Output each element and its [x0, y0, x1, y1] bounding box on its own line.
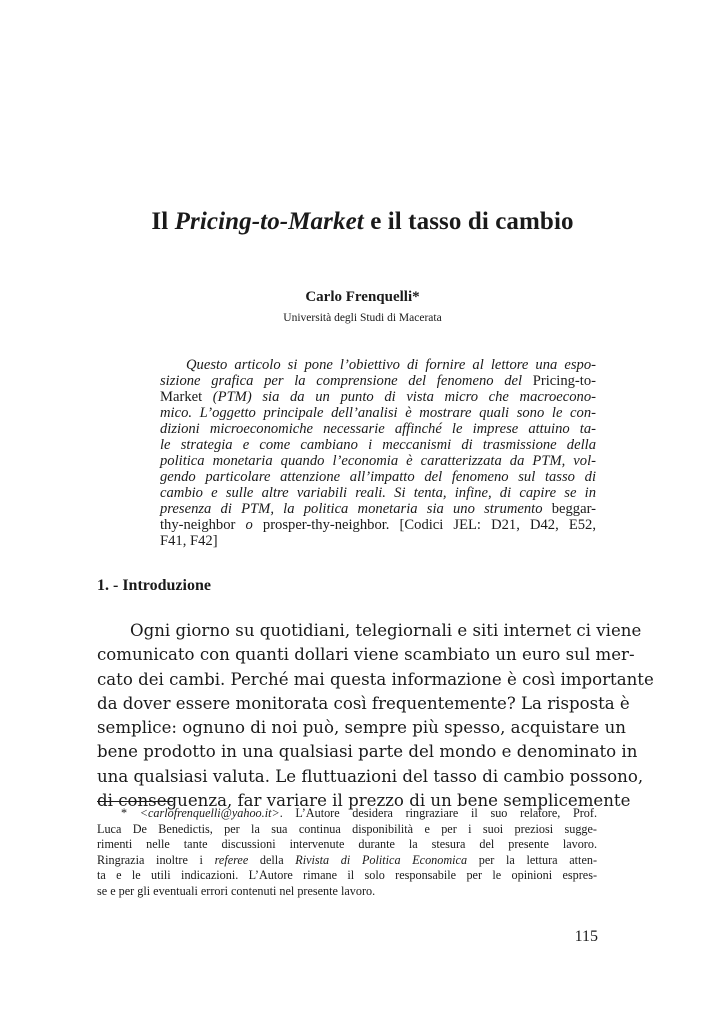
footnote-rule [97, 801, 173, 802]
abstract-text: prosper-thy-neighbor. [Codici JEL: D21, D42, E52, [262, 517, 596, 533]
abstract-line [160, 437, 596, 453]
abstract-text: thy-neighbor [160, 517, 236, 533]
abstract-line [160, 421, 596, 437]
footnote-line: Luca De Benedictis, per la sua continua disponibilità e per i suoi preziosi sugge- [97, 821, 597, 836]
abstract-text: Questo articolo si pone l’obiettivo di fornire al lettore una espo- [186, 357, 596, 373]
footnote-text: Ringrazia inoltre i [97, 852, 215, 867]
author-affiliation: Università degli Studi di Macerata [283, 312, 442, 324]
body-line: una qualsiasi valuta. Le fluttuazioni del tasso di cambio possono, [97, 766, 644, 786]
abstract-line [160, 453, 596, 469]
footnote-line [97, 806, 597, 822]
abstract-text: politica monetaria quando l’economia è caratterizzata da PTM, vol- [160, 453, 596, 469]
body-line: semplice: ognuno di noi può, sempre più spesso, acquistare un [97, 718, 626, 738]
body-line: cato dei cambi. Perché mai questa informazione è così importante [97, 669, 654, 689]
abstract-line [160, 373, 596, 389]
footnote-marker: * [121, 806, 140, 820]
abstract-text: sizione grafica per la comprensione del fenomeno del [160, 373, 533, 389]
title-italic: Pricing-to-Market [174, 208, 364, 235]
abstract-text: F41, F42] [160, 533, 218, 549]
footnote-line: se e per gli eventuali errori contenuti nel presente lavoro. [97, 883, 376, 898]
footnote-line [97, 853, 597, 869]
abstract-text: mico. L’oggetto principale dell’analisi è mostrare quali sono le con- [160, 405, 596, 421]
body-line: Ogni giorno su quotidiani, telegiornali e siti internet ci viene [130, 621, 642, 640]
abstract-text: (PTM) sia da un punto di vista micro che macroecono- [202, 389, 596, 405]
footnote-text: della [248, 852, 296, 867]
body-line: di conseguenza, far variare il prezzo di un bene semplicemente [97, 791, 631, 811]
abstract-line [160, 405, 596, 421]
body-paragraph [97, 619, 654, 813]
body-line: comunicato con quanti dollari viene scambiato un euro sul mer- [97, 645, 635, 665]
footnote-text: per la lettura atten- [467, 852, 598, 867]
abstract-line [160, 533, 596, 549]
abstract-line [160, 501, 596, 517]
footnote-email: <carlofrenquelli@yahoo.it> [139, 806, 280, 820]
abstract-text: dizioni microeconomiche necessarie affinché le imprese attuino ta- [160, 421, 596, 437]
abstract-text: cambio e sulle altre variabili reali. Si tenta, infine, di capire se in [160, 485, 596, 501]
footnote-journal: Rivista di Politica Economica [295, 852, 468, 867]
author-name: Carlo Frenquelli* [305, 289, 420, 305]
abstract-line [160, 389, 596, 405]
section-heading: 1. - Introduzione [97, 577, 211, 594]
title-suffix: e il tasso di cambio [363, 208, 574, 235]
abstract [160, 357, 596, 549]
abstract-text: Market [160, 389, 203, 405]
abstract-text: o [235, 517, 263, 533]
abstract-line [160, 469, 596, 485]
abstract-text: gendo particolare attenzione all’impatto del fenomeno sul tasso di [160, 469, 596, 485]
abstract-text: beggar- [551, 501, 596, 517]
page-number: 115 [574, 928, 598, 945]
abstract-text: presenza di PTM, la politica monetaria sia uno strumento [160, 501, 552, 517]
footnote-text: . L’Autore desidera ringraziare il suo relatore, Prof. [279, 806, 597, 820]
abstract-line [160, 485, 596, 501]
article-title [0, 208, 725, 236]
abstract-text: le strategia e come cambiano i meccanismi di trasmissione della [160, 437, 596, 453]
body-line: da dover essere monitorata così frequentemente? La risposta è [97, 693, 630, 713]
footnote [97, 806, 597, 899]
abstract-line [160, 517, 596, 533]
abstract-text: Pricing-to- [532, 373, 596, 389]
title-prefix: Il [151, 208, 175, 235]
footnote-text: referee [214, 852, 249, 867]
footnote-line: ta e le utili indicazioni. L’Autore rimane il solo responsabile per le opinioni espres- [97, 868, 597, 882]
footnote-line: rimenti nelle tante discussioni intervenute durante la stesura del presente lavoro. [97, 837, 597, 851]
abstract-line [160, 357, 596, 373]
body-line: bene prodotto in una qualsiasi parte del mondo e denominato in [97, 742, 638, 762]
